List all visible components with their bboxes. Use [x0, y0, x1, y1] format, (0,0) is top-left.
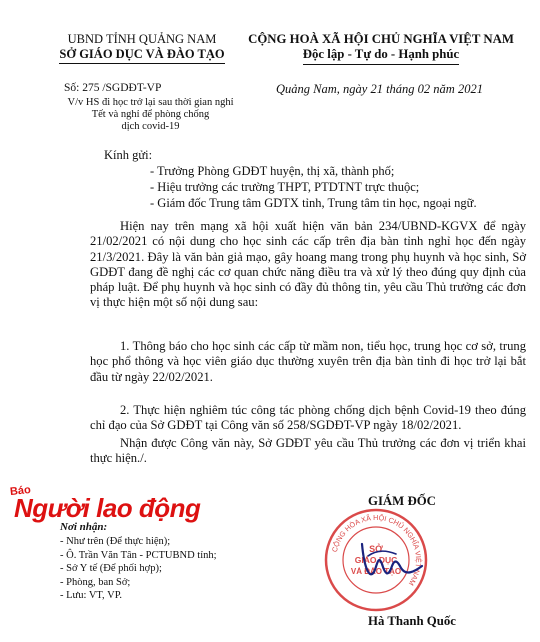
- reference-number: Số: 275 /SGDĐT-VP: [64, 82, 162, 94]
- signer-name: Hà Thanh Quốc: [368, 614, 456, 628]
- watermark-big: Người lao động: [14, 493, 201, 523]
- seal-line-1: SỞ: [369, 544, 383, 554]
- cc-item: - Phòng, ban Sở;: [60, 576, 131, 588]
- cc-item: - Như trên (Để thực hiện);: [60, 536, 171, 547]
- body-paragraph-3: 2. Thực hiện nghiêm túc công tác phòng chống dịch bệnh Covid-19 theo đúng chỉ đạo của Sở GDĐT tại Công văn số 258/SGDĐT-VP ngày 18/02/2021.: [90, 403, 526, 433]
- recipients-label: Nơi nhận:: [60, 521, 108, 533]
- recipient-item: - Trưởng Phòng GDĐT huyện, thị xã, thành phố;: [150, 164, 395, 178]
- cc-item: - Lưu: VT, VP.: [60, 590, 122, 601]
- body-paragraph-1: Hiện nay trên mạng xã hội xuất hiện văn bản 234/UBND-KGVX để ngày 21/02/2021 có nội dung cho học sinh các cấp trên địa bàn tỉnh nghỉ học đến ngày 21/3/2021. Đây là văn bản giả mạo, gây hoang mang trong phụ huynh và học sinh, Sở GDĐT đang đề nghị các cơ quan chức năng điều tra và xử lý theo đúng quy định của pháp luật. Để phụ huynh và học sinh có đầy đủ thông tin, yêu cầu Thủ trưởng các đơn vị thực hiện một số nội dung sau:: [90, 219, 526, 310]
- cc-item: - Sở Y tế (Để phối hợp);: [60, 563, 162, 574]
- body-paragraph-2: 1. Thông báo cho học sinh các cấp từ mầm non, tiểu học, trung học cơ sở, trung học phổ thông và học viên giáo dục thường xuyên trên địa bàn tỉnh đi học trở lại bắt đầu từ ngày 22/02/2021.: [90, 339, 526, 384]
- cc-list: [60, 535, 217, 603]
- nation-title: CỘNG HOÀ XÃ HỘI CHỦ NGHĨA VIỆT NAM: [248, 32, 514, 46]
- agency-header: [52, 32, 232, 64]
- subject: [58, 97, 243, 133]
- recipient-list: [150, 163, 477, 211]
- subject-line: Tết và nghỉ để phòng chống: [91, 109, 210, 120]
- seal-ring-text: CỘNG HÒA XÃ HỘI CHỦ NGHĨA VIỆT NAM: [329, 512, 424, 588]
- agency-name: SỞ GIÁO DỤC VÀ ĐÀO TẠO: [59, 47, 224, 64]
- nation-header: [236, 32, 526, 65]
- official-seal: [322, 506, 430, 614]
- watermark-small: Báo: [9, 483, 32, 499]
- newspaper-watermark-logo: [9, 483, 201, 525]
- body-paragraph-4: Nhận được Công văn này, Sở GDĐT yêu cầu Thủ trưởng các đơn vị triển khai thực hiện./.: [90, 436, 526, 466]
- motto: Độc lập - Tự do - Hạnh phúc: [303, 47, 459, 65]
- recipient-item: - Hiệu trưởng các trường THPT, PTDTNT trực thuộc;: [150, 180, 420, 194]
- subject-line: V/v HS đi học trở lại sau thời gian nghỉ: [67, 97, 234, 108]
- seal-line-2: GIÁO DỤC: [354, 555, 398, 565]
- seal-line-3: VÀ ĐÀO TẠO: [350, 567, 402, 576]
- issue-date: Quảng Nam, ngày 21 tháng 02 năm 2021: [276, 82, 483, 96]
- subject-line: dịch covid-19: [121, 121, 180, 132]
- signer-title: GIÁM ĐỐC: [368, 494, 436, 508]
- recipient-item: - Giám đốc Trung tâm GDTX tỉnh, Trung tâm tin học, ngoại ngữ.: [150, 196, 477, 210]
- cc-item: - Ô. Trần Văn Tân - PCTUBND tỉnh;: [60, 549, 217, 561]
- agency-top: UBND TỈNH QUẢNG NAM: [67, 32, 217, 46]
- greeting: Kính gửi:: [104, 148, 153, 162]
